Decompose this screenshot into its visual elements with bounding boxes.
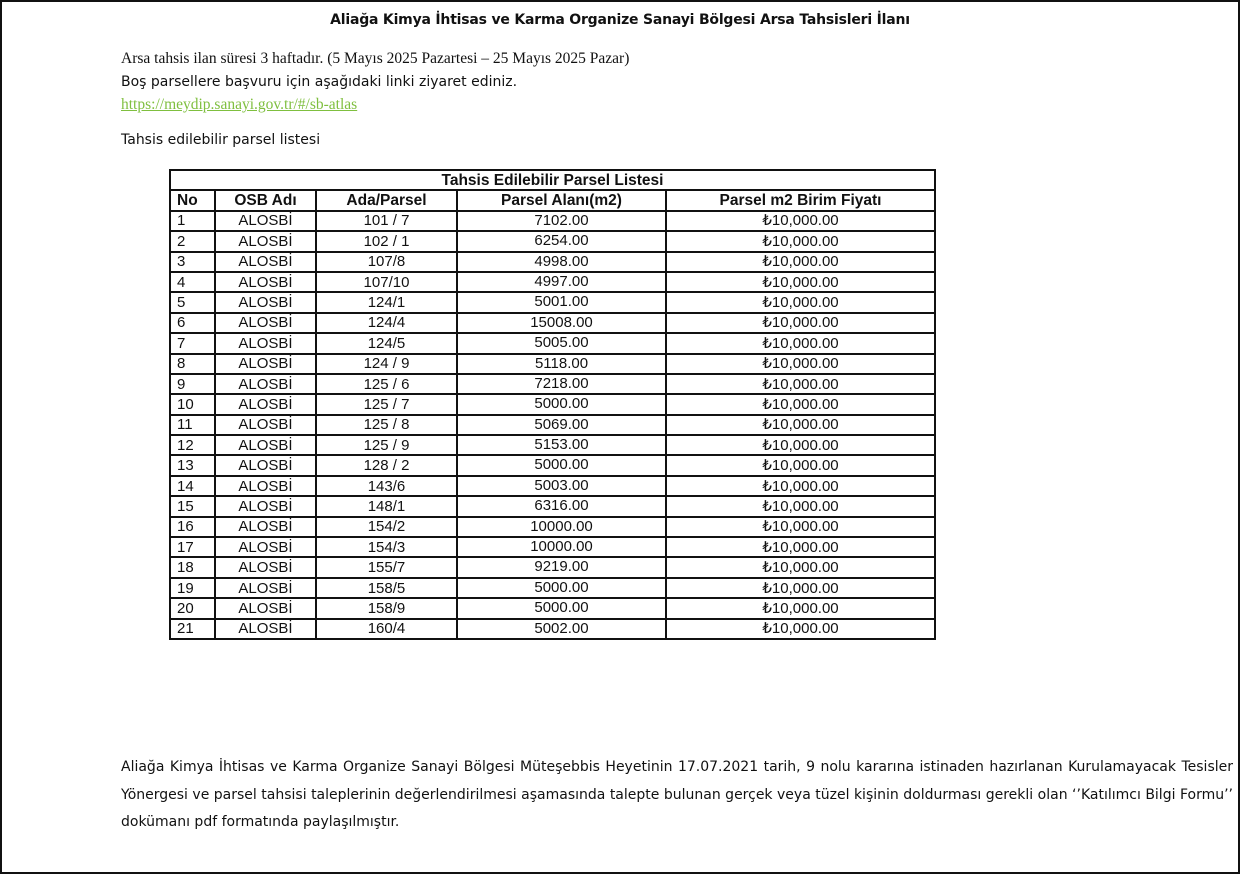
cell-no: 1: [170, 211, 215, 231]
table-row: [170, 374, 935, 394]
cell-osb: ALOSBİ: [215, 272, 316, 292]
table-row: [170, 333, 935, 353]
cell-osb: ALOSBİ: [215, 211, 316, 231]
footer-paragraph: Aliağa Kimya İhtisas ve Karma Organize Sanayi Bölgesi Müteşebbis Heyetinin 17.07.2021 tarih, 9 nolu kararına istinaden hazırlanan Kurulamayacak Tesisler Yönergesi ve parsel tahsisi taleplerinin değerlendirilmesi aşamasında talepte bulunan gerçek veya tüzel kişinin doldurması gerekli olan ‘’Katılımcı Bilgi Formu’’ dokümanı pdf formatında paylaşılmıştır.: [121, 759, 1233, 830]
cell-osb: ALOSBİ: [215, 394, 316, 414]
cell-area: 10000.00: [457, 537, 666, 557]
table-row: [170, 578, 935, 598]
application-link[interactable]: https://meydip.sanayi.gov.tr/#/sb-atlas: [121, 96, 358, 113]
table-row: [170, 211, 935, 231]
cell-osb: ALOSBİ: [215, 455, 316, 475]
cell-area: 5003.00: [457, 476, 666, 496]
cell-no: 13: [170, 455, 215, 475]
cell-ada-parsel: 125 / 7: [316, 394, 457, 414]
cell-area: 7102.00: [457, 211, 666, 231]
cell-no: 7: [170, 333, 215, 353]
cell-price: ₺10,000.00: [666, 517, 935, 537]
cell-price: ₺10,000.00: [666, 354, 935, 374]
cell-price: ₺10,000.00: [666, 557, 935, 577]
cell-no: 14: [170, 476, 215, 496]
cell-price: ₺10,000.00: [666, 496, 935, 516]
cell-price: ₺10,000.00: [666, 292, 935, 312]
header-price: Parsel m2 Birim Fiyatı: [666, 190, 935, 210]
cell-no: 19: [170, 578, 215, 598]
cell-osb: ALOSBİ: [215, 415, 316, 435]
cell-area: 5005.00: [457, 333, 666, 353]
cell-ada-parsel: 125 / 8: [316, 415, 457, 435]
cell-area: 5002.00: [457, 619, 666, 639]
cell-ada-parsel: 124 / 9: [316, 354, 457, 374]
cell-area: 6254.00: [457, 231, 666, 251]
apply-text: Boş parsellere başvuru için aşağıdaki linki ziyaret ediniz.: [121, 74, 518, 90]
table-row: [170, 394, 935, 414]
cell-osb: ALOSBİ: [215, 292, 316, 312]
cell-osb: ALOSBİ: [215, 578, 316, 598]
cell-ada-parsel: 158/5: [316, 578, 457, 598]
table-row: [170, 619, 935, 639]
cell-price: ₺10,000.00: [666, 394, 935, 414]
cell-area: 4998.00: [457, 252, 666, 272]
table-body: [170, 211, 935, 639]
cell-osb: ALOSBİ: [215, 333, 316, 353]
cell-area: 5069.00: [457, 415, 666, 435]
cell-no: 17: [170, 537, 215, 557]
table-row: [170, 272, 935, 292]
cell-ada-parsel: 154/2: [316, 517, 457, 537]
cell-ada-parsel: 101 / 7: [316, 211, 457, 231]
cell-osb: ALOSBİ: [215, 374, 316, 394]
header-osb: OSB Adı: [215, 190, 316, 210]
cell-ada-parsel: 148/1: [316, 496, 457, 516]
cell-price: ₺10,000.00: [666, 333, 935, 353]
cell-price: ₺10,000.00: [666, 374, 935, 394]
cell-ada-parsel: 124/5: [316, 333, 457, 353]
cell-osb: ALOSBİ: [215, 496, 316, 516]
cell-no: 10: [170, 394, 215, 414]
cell-no: 8: [170, 354, 215, 374]
duration-text: Arsa tahsis ilan süresi 3 haftadır. (5 Mayıs 2025 Pazartesi – 25 Mayıs 2025 Pazar): [121, 50, 630, 67]
cell-osb: ALOSBİ: [215, 231, 316, 251]
table-row: [170, 313, 935, 333]
cell-ada-parsel: 158/9: [316, 598, 457, 618]
cell-price: ₺10,000.00: [666, 231, 935, 251]
cell-osb: ALOSBİ: [215, 598, 316, 618]
cell-price: ₺10,000.00: [666, 252, 935, 272]
cell-area: 10000.00: [457, 517, 666, 537]
cell-osb: ALOSBİ: [215, 619, 316, 639]
cell-area: 7218.00: [457, 374, 666, 394]
cell-no: 3: [170, 252, 215, 272]
cell-osb: ALOSBİ: [215, 313, 316, 333]
cell-price: ₺10,000.00: [666, 211, 935, 231]
table-row: [170, 354, 935, 374]
table-row: [170, 496, 935, 516]
cell-no: 21: [170, 619, 215, 639]
header-area: Parsel Alanı(m2): [457, 190, 666, 210]
cell-area: 5000.00: [457, 578, 666, 598]
cell-price: ₺10,000.00: [666, 313, 935, 333]
cell-area: 4997.00: [457, 272, 666, 292]
cell-area: 15008.00: [457, 313, 666, 333]
cell-osb: ALOSBİ: [215, 557, 316, 577]
cell-no: 5: [170, 292, 215, 312]
cell-no: 16: [170, 517, 215, 537]
cell-osb: ALOSBİ: [215, 252, 316, 272]
cell-ada-parsel: 124/4: [316, 313, 457, 333]
cell-ada-parsel: 125 / 9: [316, 435, 457, 455]
cell-price: ₺10,000.00: [666, 415, 935, 435]
table-row: [170, 557, 935, 577]
table-row: [170, 476, 935, 496]
table-caption: Tahsis Edilebilir Parsel Listesi: [170, 170, 935, 190]
cell-area: 9219.00: [457, 557, 666, 577]
table-row: [170, 435, 935, 455]
cell-no: 9: [170, 374, 215, 394]
header-no: No: [170, 190, 215, 210]
cell-price: ₺10,000.00: [666, 272, 935, 292]
cell-price: ₺10,000.00: [666, 619, 935, 639]
cell-area: 5000.00: [457, 394, 666, 414]
cell-no: 4: [170, 272, 215, 292]
parcel-table: [169, 169, 936, 640]
cell-area: 5000.00: [457, 598, 666, 618]
cell-ada-parsel: 128 / 2: [316, 455, 457, 475]
cell-ada-parsel: 107/10: [316, 272, 457, 292]
cell-no: 18: [170, 557, 215, 577]
cell-no: 11: [170, 415, 215, 435]
table-row: [170, 455, 935, 475]
cell-ada-parsel: 125 / 6: [316, 374, 457, 394]
cell-osb: ALOSBİ: [215, 517, 316, 537]
cell-ada-parsel: 102 / 1: [316, 231, 457, 251]
cell-osb: ALOSBİ: [215, 476, 316, 496]
page-title: Aliağa Kimya İhtisas ve Karma Organize Sanayi Bölgesi Arsa Tahsisleri İlanı: [330, 12, 910, 28]
table-row: [170, 415, 935, 435]
cell-price: ₺10,000.00: [666, 455, 935, 475]
cell-osb: ALOSBİ: [215, 435, 316, 455]
cell-ada-parsel: 155/7: [316, 557, 457, 577]
cell-area: 5118.00: [457, 354, 666, 374]
cell-ada-parsel: 154/3: [316, 537, 457, 557]
table-row: [170, 598, 935, 618]
table-header-row: [170, 190, 935, 210]
cell-price: ₺10,000.00: [666, 578, 935, 598]
cell-price: ₺10,000.00: [666, 476, 935, 496]
cell-price: ₺10,000.00: [666, 537, 935, 557]
cell-price: ₺10,000.00: [666, 435, 935, 455]
table-row: [170, 517, 935, 537]
cell-area: 5000.00: [457, 455, 666, 475]
cell-no: 15: [170, 496, 215, 516]
cell-area: 5153.00: [457, 435, 666, 455]
cell-no: 6: [170, 313, 215, 333]
table-row: [170, 252, 935, 272]
header-ada-parsel: Ada/Parsel: [316, 190, 457, 210]
table-row: [170, 292, 935, 312]
cell-no: 12: [170, 435, 215, 455]
table-row: [170, 231, 935, 251]
cell-ada-parsel: 107/8: [316, 252, 457, 272]
cell-no: 2: [170, 231, 215, 251]
cell-area: 5001.00: [457, 292, 666, 312]
cell-osb: ALOSBİ: [215, 354, 316, 374]
table-row: [170, 537, 935, 557]
list-label: Tahsis edilebilir parsel listesi: [121, 132, 321, 148]
cell-price: ₺10,000.00: [666, 598, 935, 618]
cell-no: 20: [170, 598, 215, 618]
cell-osb: ALOSBİ: [215, 537, 316, 557]
cell-ada-parsel: 143/6: [316, 476, 457, 496]
cell-area: 6316.00: [457, 496, 666, 516]
cell-ada-parsel: 160/4: [316, 619, 457, 639]
cell-ada-parsel: 124/1: [316, 292, 457, 312]
